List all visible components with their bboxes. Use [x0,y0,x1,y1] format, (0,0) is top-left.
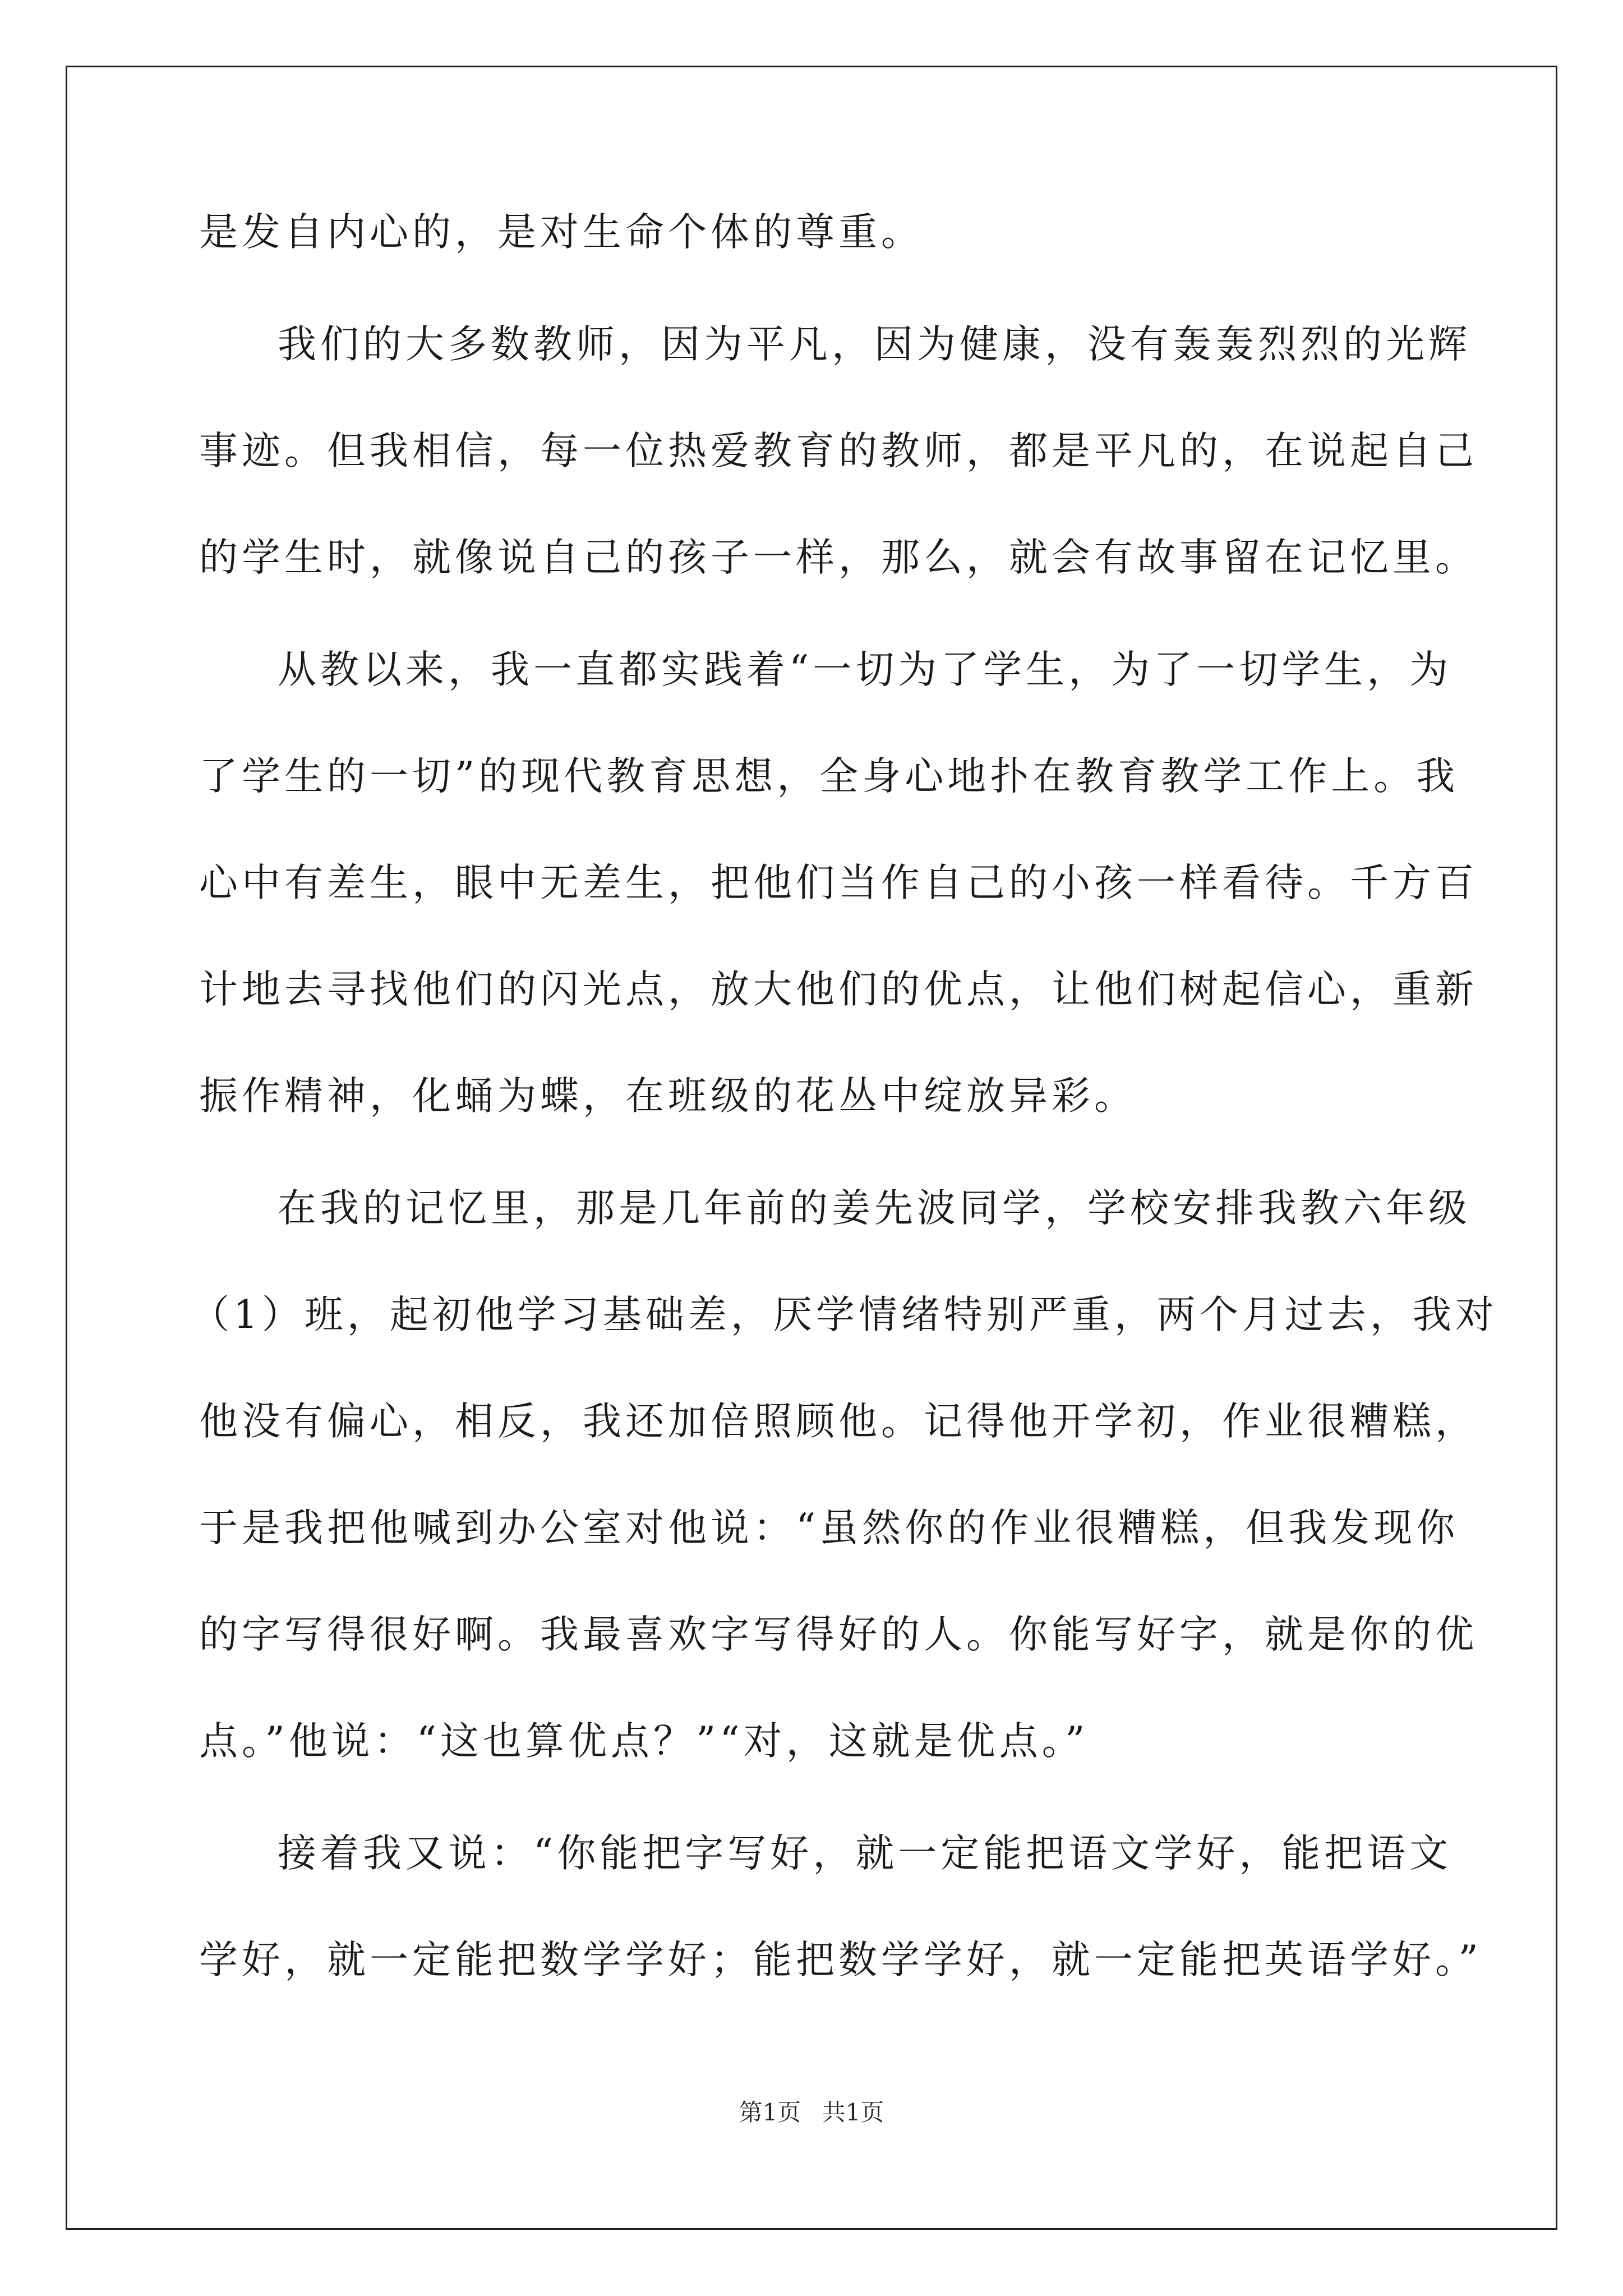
text-line: 在我的记忆里，那是几年前的姜先波同学，学校安排我教六年级 [278,1186,1471,1231]
text-line: 心中有差生，眼中无差生，把他们当作自己的小孩一样看待。千方百 [199,861,1478,905]
text-line: 事迹。但我相信，每一位热爱教育的教师，都是平凡的，在说起自己 [199,429,1478,473]
text-line: 了学生的一切”的现代教育思想，全身心地扑在教育教学工作上。我 [199,754,1459,799]
text-line: 的字写得很好啊。我最喜欢字写得好的人。你能写好字，就是你的优 [199,1612,1478,1657]
page-footer [0,2097,1623,2128]
page-number-current: 第1页 [739,2099,801,2126]
page-number-total: 共1页 [822,2099,884,2126]
text-line: 学好，就一定能把数学学好；能把数学学好，就一定能把英语学好。” [199,1938,1482,1982]
text-line: 计地去寻找他们的闪光点，放大他们的优点，让他们树起信心，重新 [199,967,1478,1012]
text-line: 接着我又说：“你能把字写好，就一定能把语文学好，能把语文 [278,1831,1453,1876]
text-line: 他没有偏心，相反，我还加倍照顾他。记得他开学初，作业很糟糕， [199,1399,1478,1444]
text-line: 的学生时，就像说自己的孩子一样，那么，就会有故事留在记忆里。 [199,535,1478,580]
text-line: 从教以来，我一直都实践着“一切为了学生，为了一切学生，为 [278,647,1453,692]
text-line: 于是我把他喊到办公室对他说：“虽然你的作业很糟糕，但我发现你 [199,1506,1459,1550]
text-line: 振作精神，化蛹为蝶，在班级的花丛中绽放异彩。 [199,1074,1137,1119]
text-line: （1）班，起初他学习基础差，厌学情绪特别严重，两个月过去，我对 [191,1292,1498,1337]
text-line: 我们的大多数教师，因为平凡，因为健康，没有轰轰烈烈的光辉 [278,322,1471,367]
text-line: 是发自内心的，是对生命个体的尊重。 [199,210,924,255]
text-line: 点。”他说：“这也算优点？”“对，这就是优点。” [199,1719,1089,1764]
page-border [66,66,1557,2230]
